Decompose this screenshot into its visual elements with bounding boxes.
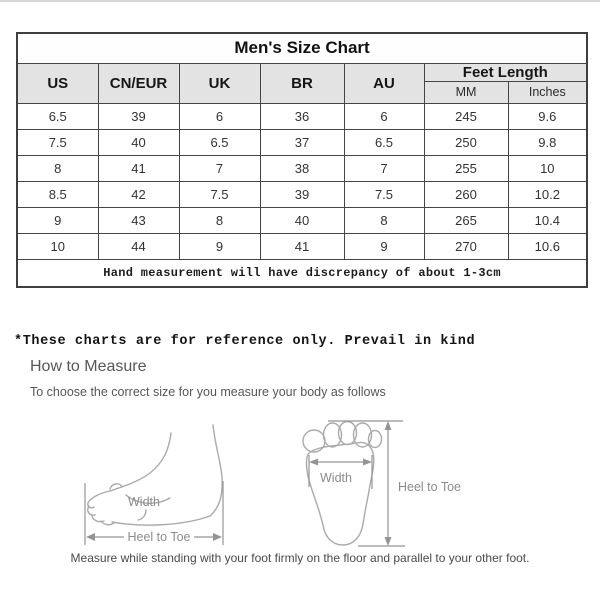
table-footnote-row [17,259,587,287]
cell-br: 36 [260,103,344,129]
cell-inches: 10.6 [508,233,587,259]
cell-us: 10 [17,233,98,259]
cell-au: 6.5 [344,129,424,155]
reference-note: *These charts are for reference only. Prevail in kind [14,334,476,349]
cell-us: 7.5 [17,129,98,155]
cell-uk: 6 [179,103,260,129]
table-title: Men's Size Chart [17,33,587,63]
table-row [17,129,587,155]
table-row [17,233,587,259]
cell-us: 8 [17,155,98,181]
side-heel-to-toe-label: Heel to Toe [127,530,191,544]
column-header-cneur: CN/EUR [98,63,179,103]
cell-uk: 9 [179,233,260,259]
top-edge-strip [0,0,600,2]
cell-br: 39 [260,181,344,207]
table-title-row [17,33,587,63]
cell-mm: 265 [424,207,508,233]
table-header-row [17,63,587,81]
foot-sole-view-diagram [295,405,515,550]
foot-side-outline-icon [88,425,222,525]
cell-mm: 250 [424,129,508,155]
cell-inches: 9.8 [508,129,587,155]
cell-mm: 260 [424,181,508,207]
cell-cneur: 43 [98,207,179,233]
cell-us: 9 [17,207,98,233]
foot-side-view-diagram [60,415,310,550]
cell-br: 38 [260,155,344,181]
cell-mm: 245 [424,103,508,129]
side-width-label: Width [128,495,160,509]
cell-au: 7 [344,155,424,181]
cell-cneur: 39 [98,103,179,129]
sole-width-label: Width [320,471,352,485]
size-chart-table [16,32,588,288]
table-row [17,207,587,233]
sole-heel-to-toe-label: Heel to Toe [398,480,462,494]
how-to-measure-title: How to Measure [30,358,147,375]
cell-mm: 270 [424,233,508,259]
cell-uk: 7.5 [179,181,260,207]
cell-cneur: 41 [98,155,179,181]
column-header-br: BR [260,63,344,103]
cell-au: 6 [344,103,424,129]
cell-uk: 8 [179,207,260,233]
cell-uk: 6.5 [179,129,260,155]
cell-br: 40 [260,207,344,233]
cell-uk: 7 [179,155,260,181]
cell-mm: 255 [424,155,508,181]
measure-instruction-caption: Measure while standing with your foot firmly on the floor and parallel to your other foot. [70,551,530,565]
cell-inches: 10.4 [508,207,587,233]
table-row [17,155,587,181]
cell-au: 7.5 [344,181,424,207]
cell-br: 41 [260,233,344,259]
cell-au: 9 [344,233,424,259]
cell-us: 8.5 [17,181,98,207]
cell-cneur: 44 [98,233,179,259]
column-header-inches: Inches [508,81,587,103]
table-row [17,181,587,207]
column-header-uk: UK [179,63,260,103]
cell-inches: 9.6 [508,103,587,129]
cell-us: 6.5 [17,103,98,129]
table-footnote: Hand measurement will have discrepancy of about 1-3cm [17,259,587,287]
cell-inches: 10.2 [508,181,587,207]
cell-cneur: 40 [98,129,179,155]
cell-cneur: 42 [98,181,179,207]
cell-au: 8 [344,207,424,233]
column-header-us: US [17,63,98,103]
how-to-measure-subtitle: To choose the correct size for you measure your body as follows [30,385,386,399]
column-header-au: AU [344,63,424,103]
cell-br: 37 [260,129,344,155]
column-header-feet-length: Feet Length [424,63,587,81]
column-header-mm: MM [424,81,508,103]
cell-inches: 10 [508,155,587,181]
table-row [17,103,587,129]
